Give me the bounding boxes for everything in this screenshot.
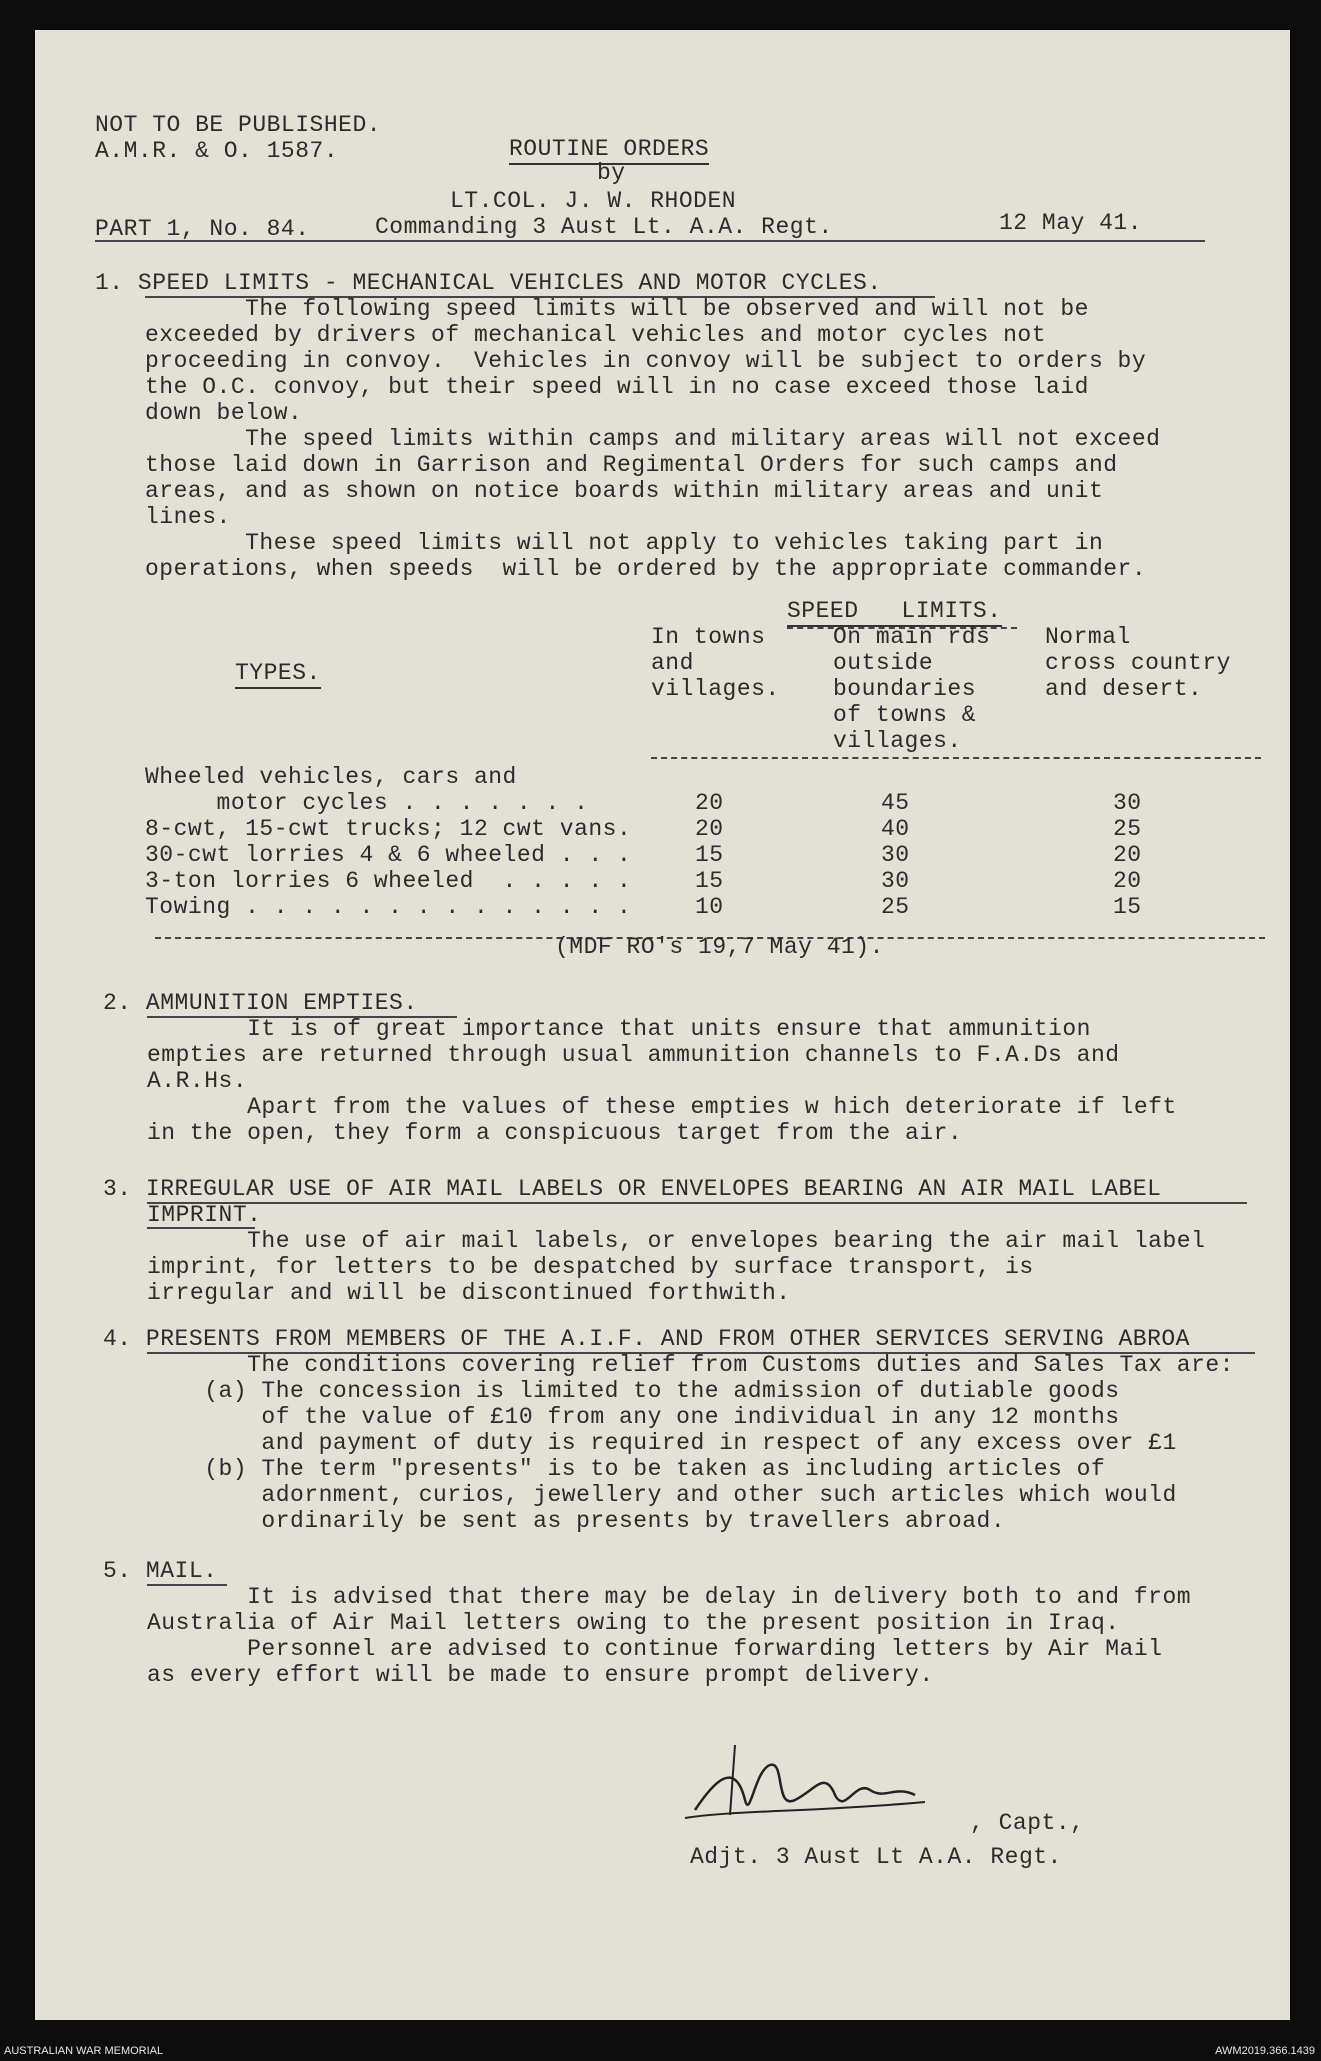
order-date: 12 May 41. <box>999 210 1143 236</box>
col-country-header-1: Normal <box>1045 624 1131 650</box>
col-towns-header-3: villages. <box>651 676 780 702</box>
text-line: the O.C. convoy, but their speed will in no case exceed those laid <box>145 374 1089 400</box>
text-line: and payment of duty is required in respect of any excess over £1 <box>147 1430 1177 1456</box>
limit-towns: 20 <box>695 790 724 816</box>
text-line: those laid down in Garrison and Regimental Orders for such camps and <box>145 452 1118 478</box>
vehicle-type: 30-cwt lorries 4 & 6 wheeled . . . <box>145 842 632 868</box>
limit-cross-country: 15 <box>1113 894 1142 920</box>
footer-source: AUSTRALIAN WAR MEMORIAL <box>4 2045 164 2057</box>
speed-limits-group-header: SPEED LIMITS. <box>787 598 1002 627</box>
text-line: (b) The term "presents" is to be taken as including articles of <box>147 1456 1106 1482</box>
section-1-heading: 1. SPEED LIMITS - MECHANICAL VEHICLES AND MOTOR CYCLES. <box>95 270 882 296</box>
text-line: These speed limits will not apply to vehicles taking part in <box>145 530 1104 556</box>
text-line: of the value of £10 from any one individual in any 12 months <box>147 1404 1120 1430</box>
limit-cross-country: 20 <box>1113 868 1142 894</box>
text-line: A.R.Hs. <box>147 1068 248 1094</box>
section-2-heading: 2. AMMUNITION EMPTIES. <box>103 990 418 1016</box>
text-line: imprint, for letters to be despatched by surface transport, is <box>147 1254 1034 1280</box>
section-3-heading: 3. IRREGULAR USE OF AIR MAIL LABELS OR ENVELOPES BEARING AN AIR MAIL LABEL <box>103 1176 1162 1202</box>
text-line: Australia of Air Mail letters owing to the present position in Iraq. <box>147 1610 1120 1636</box>
vehicle-type: 3-ton lorries 6 wheeled . . . . . <box>145 868 632 894</box>
text-line: in the open, they form a conspicuous target from the air. <box>147 1120 963 1146</box>
text-line: The conditions covering relief from Customs duties and Sales Tax are: <box>147 1352 1234 1378</box>
vehicle-type: Towing . . . . . . . . . . . . . . <box>145 894 632 920</box>
signature-title: Adjt. 3 Aust Lt A.A. Regt. <box>690 1844 1062 1870</box>
text-line: ordinarily be sent as presents by travellers abroad. <box>147 1508 1006 1534</box>
part-number: PART 1, No. 84. <box>95 216 310 242</box>
vehicle-type: Wheeled vehicles, cars and <box>145 764 517 790</box>
table-header-rule <box>651 757 1261 759</box>
col-country-header-3: and desert. <box>1045 676 1203 702</box>
limit-main-roads: 45 <box>881 790 910 816</box>
text-line: (a) The concession is limited to the admission of dutiable goods <box>147 1378 1120 1404</box>
vehicle-type: 8-cwt, 15-cwt trucks; 12 cwt vans. <box>145 816 632 842</box>
limit-main-roads: 30 <box>881 868 910 894</box>
text-line: lines. <box>145 504 231 530</box>
col-mainrds-header-1: On main rds <box>833 624 991 650</box>
limit-cross-country: 25 <box>1113 816 1142 842</box>
section-4-heading: 4. PRESENTS FROM MEMBERS OF THE A.I.F. AND FROM OTHER SERVICES SERVING ABROA <box>103 1326 1190 1352</box>
limit-main-roads: 25 <box>881 894 910 920</box>
text-line: It is of great importance that units ensure that ammunition <box>147 1016 1091 1042</box>
text-line: proceeding in convoy. Vehicles in convoy will be subject to orders by <box>145 348 1147 374</box>
col-mainrds-header-3: boundaries <box>833 676 977 702</box>
section-3-heading-underline <box>147 1202 1247 1204</box>
col-towns-header-1: In towns <box>651 624 766 650</box>
vehicle-type: motor cycles . . . . . . . <box>145 790 589 816</box>
text-line: Personnel are advised to continue forwarding letters by Air Mail <box>147 1636 1163 1662</box>
limit-towns: 15 <box>695 842 724 868</box>
page-title: ROUTINE ORDERS <box>509 136 709 165</box>
col-country-header-2: cross country <box>1045 650 1231 676</box>
col-mainrds-header-4: of towns & <box>833 702 977 728</box>
section-5-heading: 5. MAIL. <box>103 1558 218 1584</box>
text-line: irregular and will be discontinued forthwith. <box>147 1280 791 1306</box>
text-line: adornment, curios, jewellery and other such articles which would <box>147 1482 1177 1508</box>
limit-towns: 20 <box>695 816 724 842</box>
commanding-unit: Commanding 3 Aust Lt. A.A. Regt. <box>375 214 833 240</box>
col-mainrds-header-2: outside <box>833 650 934 676</box>
col-towns-header-2: and <box>651 650 694 676</box>
amro-number: A.M.R. & O. 1587. <box>95 138 339 164</box>
limit-towns: 15 <box>695 868 724 894</box>
commander-name: LT.COL. J. W. RHODEN <box>450 188 737 214</box>
text-line: The following speed limits will be observed and will not be <box>145 296 1089 322</box>
limit-main-roads: 40 <box>881 816 910 842</box>
limit-main-roads: 30 <box>881 842 910 868</box>
text-line: exceeded by drivers of mechanical vehicles and motor cycles not <box>145 322 1047 348</box>
col-mainrds-header-5: villages. <box>833 728 962 754</box>
text-line: empties are returned through usual ammunition channels to F.A.Ds and <box>147 1042 1120 1068</box>
limit-towns: 10 <box>695 894 724 920</box>
text-line: operations, when speeds will be ordered by the appropriate commander. <box>145 556 1147 582</box>
text-line: areas, and as shown on notice boards within military areas and unit <box>145 478 1104 504</box>
text-line: The use of air mail labels, or envelopes bearing the air mail label <box>147 1228 1206 1254</box>
section-3-heading-cont: IMPRINT. <box>147 1202 262 1228</box>
document-page <box>35 30 1290 2020</box>
table-reference: (MDF RO's 19,7 May 41). <box>555 934 884 960</box>
footer-accession-number: AWM2019.366.1439 <box>1215 2045 1315 2057</box>
types-header: TYPES. <box>235 660 321 689</box>
header-rule <box>95 240 1205 242</box>
limit-cross-country: 30 <box>1113 790 1142 816</box>
text-line: The speed limits within camps and military areas will not exceed <box>145 426 1161 452</box>
not-published-note: NOT TO BE PUBLISHED. <box>95 112 382 138</box>
handwritten-signature <box>675 1740 975 1830</box>
text-line: down below. <box>145 400 303 426</box>
signature-rank: , Capt., <box>970 1810 1085 1836</box>
text-line: as every effort will be made to ensure prompt delivery. <box>147 1662 934 1688</box>
text-line: It is advised that there may be delay in delivery both to and from <box>147 1584 1192 1610</box>
title-by: by <box>597 160 626 186</box>
limit-cross-country: 20 <box>1113 842 1142 868</box>
text-line: Apart from the values of these empties w hich deteriorate if left <box>147 1094 1177 1120</box>
